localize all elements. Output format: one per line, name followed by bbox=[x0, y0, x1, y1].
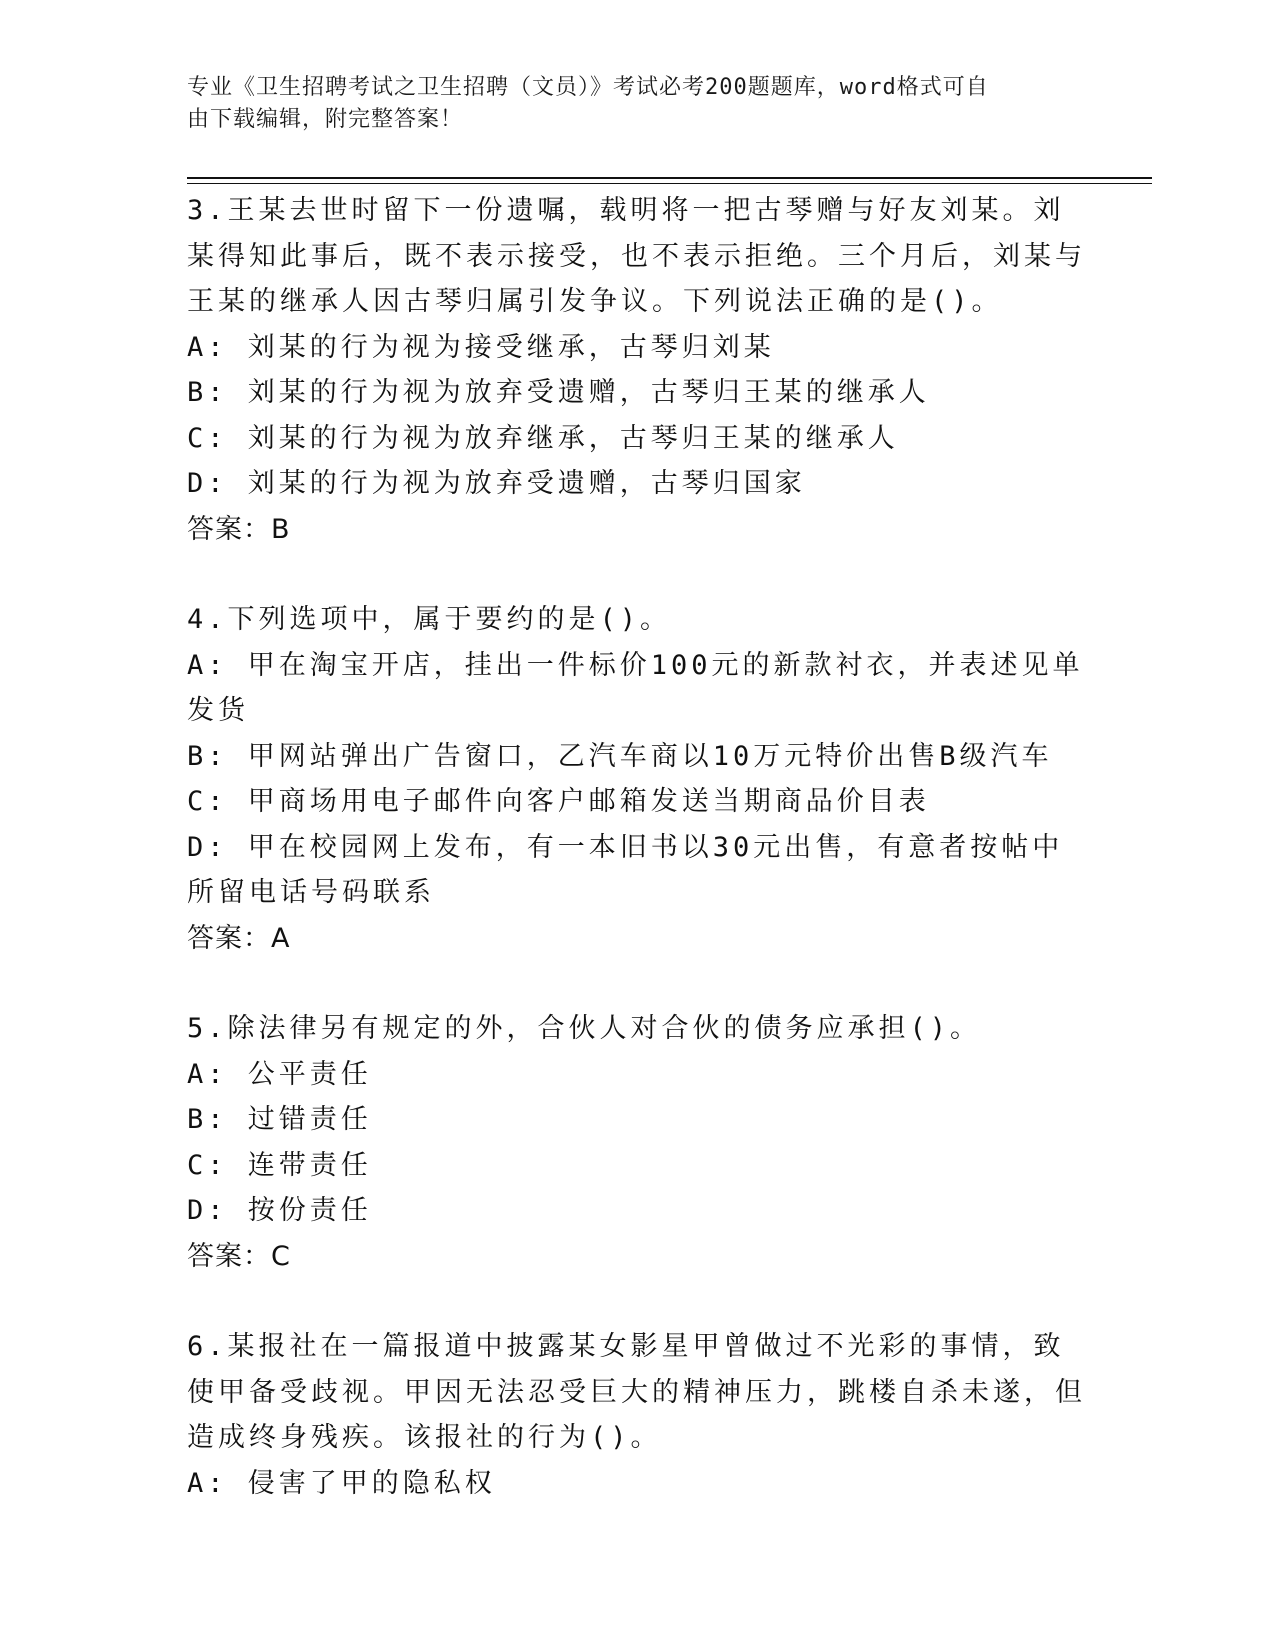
header-line-1: 专业《卫生招聘考试之卫生招聘（文员）》考试必考200题题库，word格式可自 bbox=[187, 75, 989, 100]
answer-text: 答案：A bbox=[187, 922, 291, 954]
answer-text: 答案：C bbox=[187, 1240, 291, 1272]
question-6 bbox=[187, 1324, 1087, 1506]
header-divider-thick bbox=[187, 177, 1152, 179]
option-b: B: 过错责任 bbox=[187, 1104, 372, 1135]
header-line-2: 由下载编辑，附完整答案！ bbox=[187, 107, 464, 132]
question-stem: 4.下列选项中，属于要约的是()。 bbox=[187, 604, 672, 635]
option-d: D: 按份责任 bbox=[187, 1195, 372, 1226]
question-3 bbox=[187, 188, 1087, 552]
option-c: C: 连带责任 bbox=[187, 1149, 372, 1181]
answer-line bbox=[187, 507, 1087, 553]
document-header bbox=[187, 72, 1057, 136]
option-b: B: 刘某的行为视为放弃受遗赠，古琴归王某的继承人 bbox=[187, 377, 930, 408]
question-stem: 5.除法律另有规定的外，合伙人对合伙的债务应承担()。 bbox=[187, 1013, 982, 1044]
question-stem: 3.王某去世时留下一份遗嘱，载明将一把古琴赠与好友刘某。刘某得知此事后，既不表示接受，也不表示拒绝。三个月后，刘某与王某的继承人因古琴归属引发争议。下列说法正确的是()。 bbox=[187, 195, 1086, 317]
option-a: A: 公平责任 bbox=[187, 1058, 372, 1090]
option-c: C: 甲商场用电子邮件向客户邮箱发送当期商品价目表 bbox=[187, 786, 930, 817]
answer-line bbox=[187, 1234, 1087, 1280]
question-4 bbox=[187, 597, 1087, 961]
answer-line bbox=[187, 916, 1087, 962]
question-5 bbox=[187, 1006, 1087, 1279]
answer-text: 答案：B bbox=[187, 513, 291, 545]
header-divider-thin bbox=[187, 183, 1152, 184]
option-c: C: 刘某的行为视为放弃继承，古琴归王某的继承人 bbox=[187, 422, 899, 454]
option-a: A: 侵害了甲的隐私权 bbox=[187, 1467, 496, 1499]
option-d: D: 甲在校园网上发布，有一本旧书以30元出售，有意者按帖中所留电话号码联系 bbox=[187, 831, 1064, 908]
question-stem: 6.某报社在一篇报道中披露某女影星甲曾做过不光彩的事情，致使甲备受歧视。甲因无法忍受巨大的精神压力，跳楼自杀未遂，但造成终身残疾。该报社的行为()。 bbox=[187, 1331, 1086, 1453]
option-a: A: 甲在淘宝开店，挂出一件标价100元的新款衬衣，并表述见单发货 bbox=[187, 649, 1084, 726]
option-a: A: 刘某的行为视为接受继承，古琴归刘某 bbox=[187, 331, 775, 363]
question-list bbox=[187, 188, 1087, 1551]
option-b: B: 甲网站弹出广告窗口，乙汽车商以10万元特价出售B级汽车 bbox=[187, 740, 1053, 772]
option-d: D: 刘某的行为视为放弃受遗赠，古琴归国家 bbox=[187, 468, 806, 499]
